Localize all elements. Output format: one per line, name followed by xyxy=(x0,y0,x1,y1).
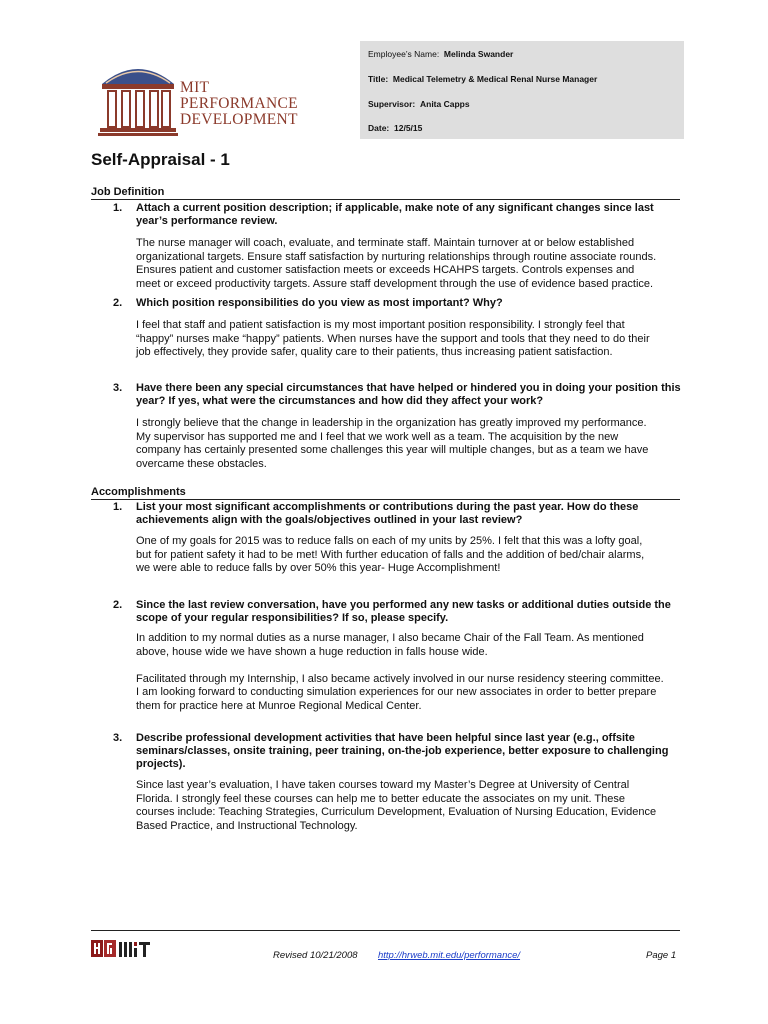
answer-line: we were able to reduce falls by over 50% this year- Huge Accomplishment! xyxy=(136,562,501,575)
footer-page-number: Page 1 xyxy=(646,950,677,961)
jd-q3-number: 3. xyxy=(113,382,123,394)
logo-wordmark xyxy=(180,80,298,128)
answer-line: Since last year’s evaluation, I have taken courses toward my Master’s Degree at University of Central xyxy=(136,779,630,791)
footer-divider xyxy=(91,930,680,931)
answer-line: them for practice here at Munroe Regional Medical Center. xyxy=(136,699,422,712)
employee-name-label: Employee’s Name: xyxy=(368,49,440,59)
jd-q2-question: Which position responsibilities do you view as most important? Why? xyxy=(136,297,503,309)
accomplishments-heading: Accomplishments xyxy=(91,486,680,500)
jd-q1-question: Attach a current position description; if applicable, make note of any significant changes since last year’s performance review. xyxy=(136,202,654,227)
acc-q1-number: 1. xyxy=(113,501,123,513)
acc-q2-question: Since the last review conversation, have you performed any new tasks or additional duties outside the scope of your regular responsibilities? If so, please specify. xyxy=(136,599,671,624)
footer-revised: Revised 10/21/2008 xyxy=(273,950,358,961)
answer-line: One of my goals for 2015 was to reduce falls on each of my units by 25%. I felt that this was a lofty goal, xyxy=(136,535,643,547)
logo-line-mit: MIT xyxy=(180,79,210,96)
answer-line: organizational targets. Ensure staff satisfaction by nurturing relationships through routine associate rounds. xyxy=(136,250,657,263)
answer-line: Based Practice, and Instructional Technology. xyxy=(136,819,358,832)
answer-line: overcame these obstacles. xyxy=(136,457,267,470)
employee-info-box xyxy=(360,41,684,139)
jd-q3-answer xyxy=(136,417,681,471)
supervisor-value: Anita Capps xyxy=(419,99,470,109)
acc-q3-answer xyxy=(136,779,681,833)
supervisor-row xyxy=(368,99,470,109)
supervisor-label: Supervisor: xyxy=(368,99,416,109)
building-dome-icon xyxy=(96,56,180,140)
answer-line: Ensures patient and customer satisfaction meets or exceeds HCAHPS targets. Controls expenses and xyxy=(136,264,635,277)
job-title-label: Title: xyxy=(368,74,389,84)
jd-q2-answer xyxy=(136,319,681,360)
answer-line: job effectively, they provide safer, quality care to their patients, thus increasing patient satisfaction. xyxy=(136,346,613,359)
jd-q1-answer xyxy=(136,237,681,291)
job-title-row xyxy=(368,74,597,84)
job-title-value: Medical Telemetry & Medical Renal Nurse Manager xyxy=(392,74,598,84)
answer-line: Facilitated through my Internship, I also became actively involved in our nurse residency steering committee. xyxy=(136,672,664,685)
date-value: 12/5/15 xyxy=(394,123,423,133)
acc-q2-answer xyxy=(136,632,681,714)
logo-line-performance: PERFORMANCE xyxy=(180,95,298,112)
answer-line: Florida. I strongly feel these courses can help me to better educate the associates on my unit. These xyxy=(136,792,625,805)
jd-q2-number: 2. xyxy=(113,297,123,309)
employee-name-row xyxy=(368,49,513,59)
jd-q1-number: 1. xyxy=(113,202,123,214)
mit-performance-development-logo xyxy=(96,56,306,140)
logo-line-development: DEVELOPMENT xyxy=(180,111,298,128)
acc-q1-question: List your most significant accomplishments or contributions during the past year. How do these achievements align with the goals/objectives outlined in your last review? xyxy=(136,501,639,526)
job-definition-heading: Job Definition xyxy=(91,186,680,200)
answer-line: “happy” nurses make “happy” patients. When nurses have the support and tools that they need to do their xyxy=(136,332,650,345)
date-label: Date: xyxy=(368,123,390,133)
employee-name-value: Melinda Swander xyxy=(443,49,514,59)
answer-line: I feel that staff and patient satisfaction is my most important position responsibility. I strongly feel that xyxy=(136,319,625,331)
acc-q1-answer xyxy=(136,535,681,576)
answer-line: In addition to my normal duties as a nurse manager, I also became Chair of the Fall Team. As mentioned xyxy=(136,632,644,644)
mit-hr-logo-icon xyxy=(91,939,155,959)
footer-link[interactable]: http://hrweb.mit.edu/performance/ xyxy=(378,950,521,961)
answer-line: My supervisor has supported me and I feel that we work well as a team. The acquisition by the new xyxy=(136,430,619,443)
answer-line: above, house wide we have shown a huge reduction in falls house wide. xyxy=(136,645,488,658)
answer-line: I am looking forward to conducting simulation experiences for our new associates in order to better prepare xyxy=(136,686,657,699)
answer-line: courses include: Teaching Strategies, Curriculum Development, Evaluation of Nursing Education, Evidence xyxy=(136,806,657,819)
acc-q3-number: 3. xyxy=(113,732,123,744)
page-title: Self-Appraisal - 1 xyxy=(91,150,230,169)
answer-line: company has certainly presented some challenges this year will multiple changes, but as a team we have xyxy=(136,444,649,457)
answer-line: The nurse manager will coach, evaluate, and terminate staff. Maintain turnover at or below established xyxy=(136,237,635,249)
acc-q2-number: 2. xyxy=(113,599,123,611)
date-row xyxy=(368,123,422,133)
jd-q3-question: Have there been any special circumstances that have helped or hindered you in doing your position this year? If yes, what were the circumstances and how did they affect your work? xyxy=(136,382,681,407)
answer-line: I strongly believe that the change in leadership in the organization has greatly improved my performance. xyxy=(136,417,647,429)
answer-line: but for patient safety it had to be met! With further education of falls and the addition of bed/chair alarms, xyxy=(136,548,645,561)
answer-line: meet or exceed productivity targets. Assure staff development through the use of evidence based practice. xyxy=(136,277,654,290)
acc-q3-question: Describe professional development activities that have been helpful since last year (e.g., offsite seminars/classes, onsite training, peer training, on-the-job experience, better exposure to challenging projects). xyxy=(136,732,669,770)
